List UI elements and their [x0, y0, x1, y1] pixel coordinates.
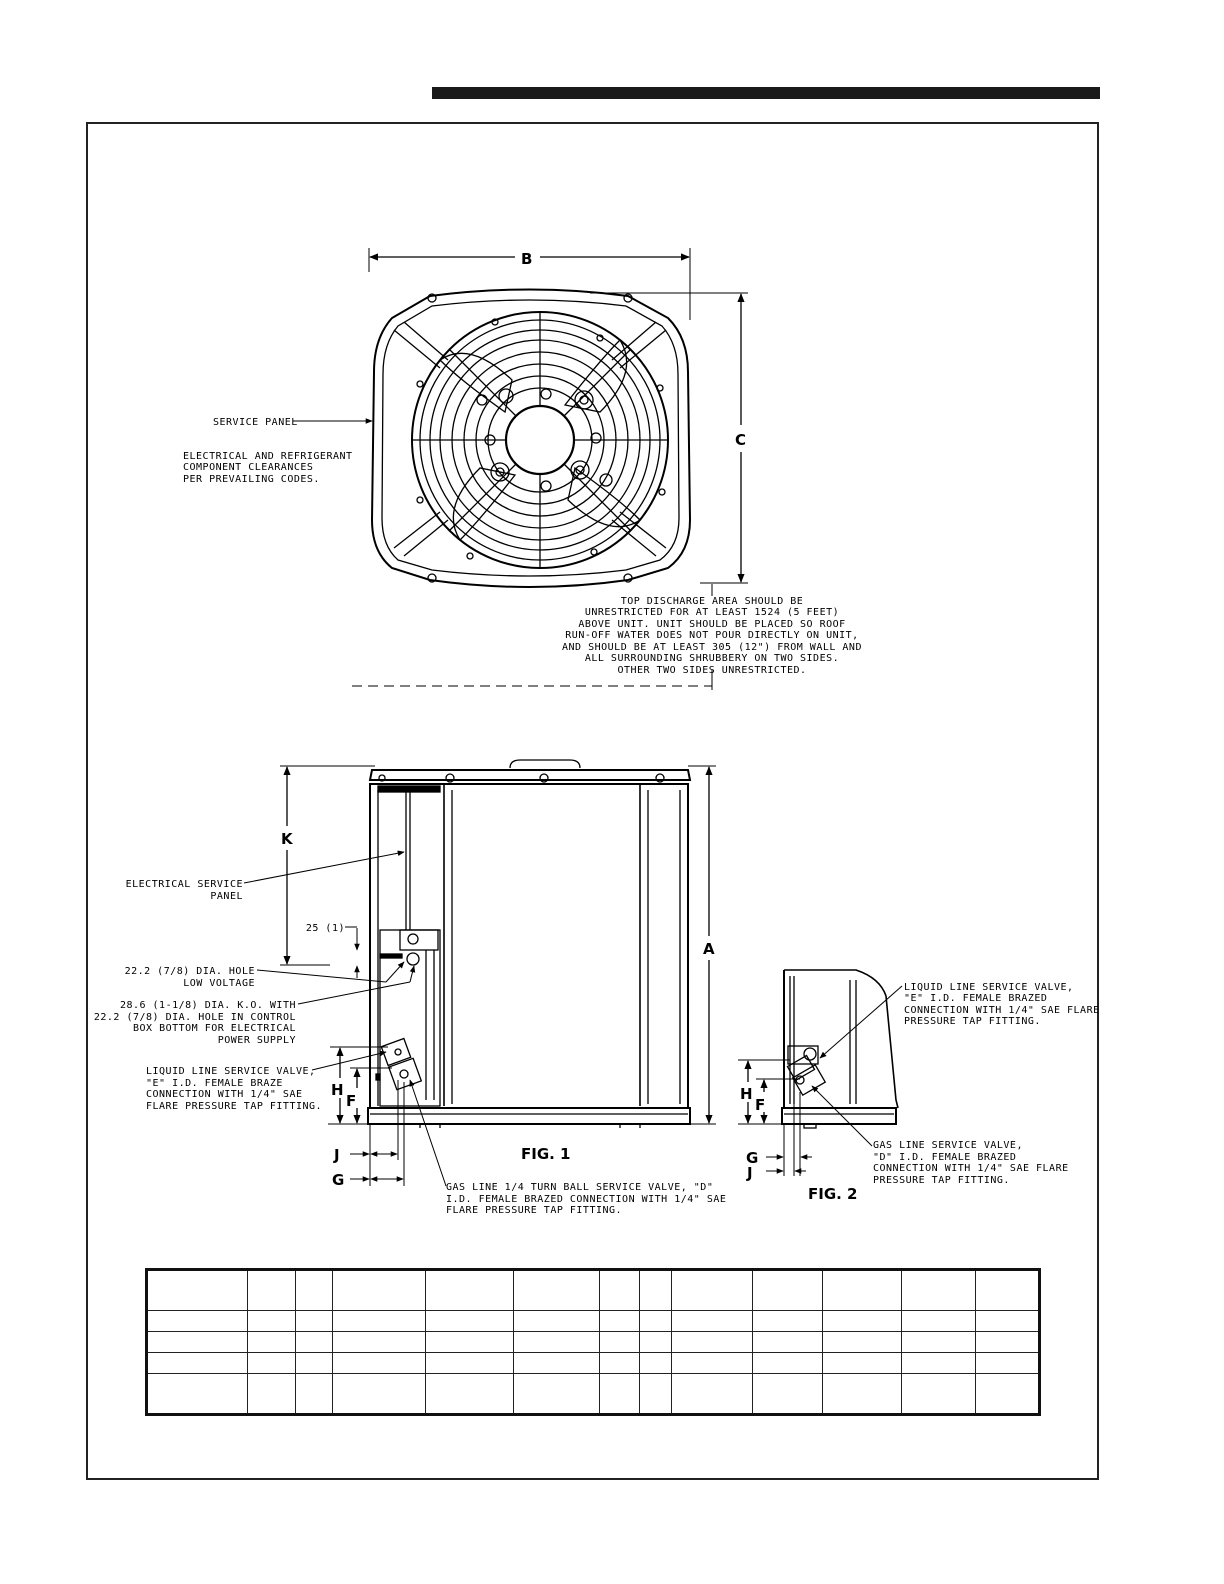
fig2-gas-valve-line-4: PRESSURE TAP FITTING. — [873, 1175, 1010, 1186]
liquid-valve-line-1: LIQUID LINE SERVICE VALVE, — [146, 1066, 316, 1077]
front-view — [244, 760, 716, 1186]
table-cell — [902, 1352, 976, 1373]
table-cell — [333, 1373, 426, 1414]
table-cell — [333, 1270, 426, 1311]
table-cell — [296, 1332, 333, 1353]
table-cell — [426, 1373, 514, 1414]
table-cell — [753, 1352, 823, 1373]
table-cell — [902, 1311, 976, 1332]
table-cell — [514, 1332, 600, 1353]
table-cell — [600, 1332, 640, 1353]
table-cell — [426, 1352, 514, 1373]
clearance-note-line-3: PER PREVAILING CODES. — [183, 474, 320, 485]
table-cell — [147, 1352, 248, 1373]
table-row — [147, 1352, 1040, 1373]
table-cell — [333, 1332, 426, 1353]
low-voltage-line-1: 22.2 (7/8) DIA. HOLE — [124, 966, 255, 977]
table-cell — [672, 1270, 753, 1311]
clearance-note-line-1: ELECTRICAL AND REFRIGERANT — [183, 451, 353, 462]
table-cell — [600, 1270, 640, 1311]
table-cell — [296, 1311, 333, 1332]
dim-label-a: A — [703, 940, 715, 958]
liquid-valve-line-2: "E" I.D. FEMALE BRAZE — [146, 1078, 283, 1089]
table-cell — [902, 1332, 976, 1353]
table-cell — [248, 1311, 296, 1332]
table-cell — [147, 1311, 248, 1332]
table-cell — [902, 1270, 976, 1311]
power-supply-line-4: POWER SUPPLY — [217, 1035, 296, 1046]
table-cell — [672, 1352, 753, 1373]
table-cell — [248, 1352, 296, 1373]
table-cell — [514, 1352, 600, 1373]
table-cell — [248, 1373, 296, 1414]
table-cell — [514, 1311, 600, 1332]
fig2-liquid-valve-line-1: LIQUID LINE SERVICE VALVE, — [904, 982, 1074, 993]
table-cell — [672, 1311, 753, 1332]
table-cell — [823, 1352, 902, 1373]
power-supply-line-1: 28.6 (1-1/8) DIA. K.O. WITH — [119, 1000, 296, 1011]
table-cell — [147, 1373, 248, 1414]
table-cell — [976, 1332, 1040, 1353]
table-cell — [296, 1352, 333, 1373]
fig2-dim-label-j: J — [747, 1164, 753, 1182]
table-cell — [514, 1373, 600, 1414]
table-cell — [823, 1373, 902, 1414]
table-cell — [640, 1352, 672, 1373]
power-supply-line-3: BOX BOTTOM FOR ELECTRICAL — [132, 1023, 296, 1034]
table-cell — [753, 1311, 823, 1332]
fig2-liquid-valve-line-4: PRESSURE TAP FITTING. — [904, 1016, 1041, 1027]
dim-label-c: C — [735, 431, 747, 449]
service-panel-label: SERVICE PANEL — [213, 417, 298, 428]
table-cell — [672, 1373, 753, 1414]
discharge-note-line-4: RUN-OFF WATER DOES NOT POUR DIRECTLY ON UNIT, — [565, 630, 859, 641]
fig1-caption: FIG. 1 — [521, 1145, 571, 1163]
table-row — [147, 1332, 1040, 1353]
table-row — [147, 1311, 1040, 1332]
table-cell — [672, 1332, 753, 1353]
liquid-valve-line-3: CONNECTION WITH 1/4" SAE — [146, 1089, 303, 1100]
table-cell — [147, 1332, 248, 1353]
table-cell — [823, 1311, 902, 1332]
table-cell — [600, 1373, 640, 1414]
fig2-gas-valve-line-1: GAS LINE SERVICE VALVE, — [873, 1140, 1023, 1151]
discharge-note-line-7: OTHER TWO SIDES UNRESTRICTED. — [617, 665, 807, 676]
table-cell — [640, 1373, 672, 1414]
table-cell — [147, 1270, 248, 1311]
table-cell — [640, 1270, 672, 1311]
table-cell — [248, 1332, 296, 1353]
table-cell — [640, 1332, 672, 1353]
liquid-valve-line-4: FLARE PRESSURE TAP FITTING. — [146, 1101, 323, 1112]
table-row — [147, 1270, 1040, 1311]
fig2-dim-label-f: F — [755, 1096, 766, 1114]
dim-label-h: H — [331, 1081, 344, 1099]
table-cell — [823, 1332, 902, 1353]
electrical-panel-line-2: PANEL — [210, 891, 243, 902]
dim-label-f: F — [346, 1092, 357, 1110]
table-cell — [296, 1270, 333, 1311]
electrical-panel-line-1: ELECTRICAL SERVICE — [125, 879, 243, 890]
fig2-gas-valve-line-3: CONNECTION WITH 1/4" SAE FLARE — [873, 1163, 1069, 1174]
table-cell — [600, 1352, 640, 1373]
discharge-note-line-3: ABOVE UNIT. UNIT SHOULD BE PLACED SO ROOF — [578, 619, 846, 630]
table-cell — [976, 1270, 1040, 1311]
dim-label-k: K — [281, 830, 293, 848]
table-cell — [823, 1270, 902, 1311]
discharge-note-line-1: TOP DISCHARGE AREA SHOULD BE — [620, 596, 804, 607]
gas-valve-line-3: FLARE PRESSURE TAP FITTING. — [446, 1205, 623, 1216]
table-cell — [248, 1270, 296, 1311]
dimensions-table — [145, 1268, 1041, 1416]
table-cell — [753, 1270, 823, 1311]
table-cell — [902, 1373, 976, 1414]
dim-label-g: G — [332, 1171, 345, 1189]
gas-valve-line-1: GAS LINE 1/4 TURN BALL SERVICE VALVE, "D" — [446, 1182, 714, 1193]
fig2-liquid-valve-line-2: "E" I.D. FEMALE BRAZED — [904, 993, 1048, 1004]
table-row — [147, 1373, 1040, 1414]
fig2-dim-label-h: H — [740, 1085, 753, 1103]
clearance-note-line-2: COMPONENT CLEARANCES — [183, 462, 314, 473]
dim-label-b: B — [521, 250, 533, 268]
table-cell — [753, 1332, 823, 1353]
dim-25-label: 25 (1) — [305, 923, 345, 934]
table-cell — [753, 1373, 823, 1414]
power-supply-line-2: 22.2 (7/8) DIA. HOLE IN CONTROL — [93, 1012, 296, 1023]
discharge-note-line-6: ALL SURROUNDING SHRUBBERY ON TWO SIDES. — [584, 653, 840, 664]
fig2-liquid-valve-line-3: CONNECTION WITH 1/4" SAE FLARE — [904, 1005, 1100, 1016]
dim-label-j: J — [334, 1146, 340, 1164]
table-cell — [976, 1352, 1040, 1373]
fig2-caption: FIG. 2 — [808, 1185, 858, 1203]
table-cell — [976, 1311, 1040, 1332]
fig2-gas-valve-line-2: "D" I.D. FEMALE BRAZED — [873, 1152, 1017, 1163]
table-cell — [640, 1311, 672, 1332]
table-cell — [514, 1270, 600, 1311]
fig2-dim-label-g: G — [746, 1149, 759, 1167]
table-cell — [426, 1311, 514, 1332]
table-cell — [600, 1311, 640, 1332]
table-cell — [976, 1373, 1040, 1414]
low-voltage-line-2: LOW VOLTAGE — [183, 978, 255, 989]
table-cell — [333, 1311, 426, 1332]
table-cell — [426, 1332, 514, 1353]
table-cell — [333, 1352, 426, 1373]
gas-valve-line-2: I.D. FEMALE BRAZED CONNECTION WITH 1/4" SAE — [446, 1194, 727, 1205]
table-cell — [296, 1373, 333, 1414]
discharge-note-line-5: AND SHOULD BE AT LEAST 305 (12") FROM WALL AND — [562, 642, 862, 653]
table-cell — [426, 1270, 514, 1311]
discharge-note-line-2: UNRESTRICTED FOR AT LEAST 1524 (5 FEET) — [584, 607, 840, 618]
